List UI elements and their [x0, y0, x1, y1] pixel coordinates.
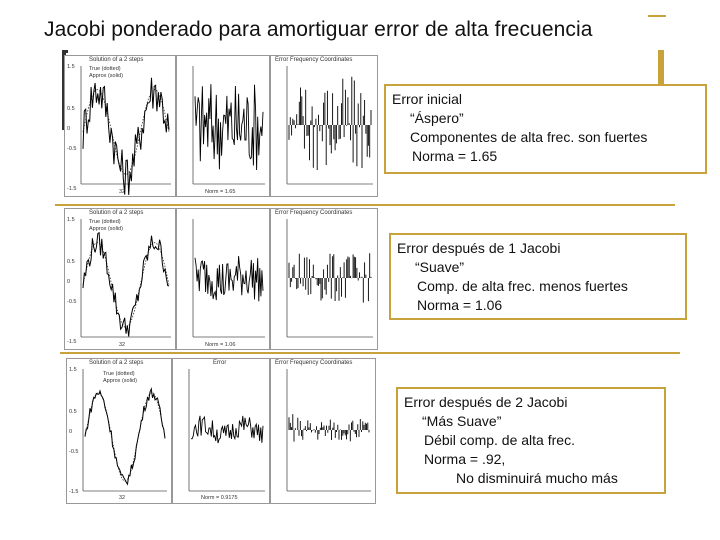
legend-approx: Approx (solid)	[103, 378, 137, 384]
error-plot-3	[172, 358, 270, 504]
norm-label: Norm = 1.65	[205, 189, 236, 195]
y-tick: 1.5	[67, 64, 75, 70]
y-tick: -1.5	[67, 339, 77, 345]
frequency-plot-canvas	[271, 359, 375, 503]
x-tick: 32	[119, 495, 126, 501]
title-accent-bar	[648, 15, 666, 17]
plot-axes	[81, 219, 171, 337]
row-separator-2	[60, 352, 680, 354]
note-line: Norma = 1.06	[417, 297, 503, 313]
error-plot-canvas	[177, 209, 269, 349]
x-tick: 32	[119, 342, 126, 348]
y-tick: -0.5	[67, 146, 77, 152]
y-tick: 0	[67, 279, 71, 285]
note-line: Norma = 1.65	[412, 148, 498, 164]
error-plot-title: Error	[213, 360, 227, 366]
frequency-spikes	[289, 414, 369, 442]
frequency-plot-3	[270, 358, 376, 504]
error-plot-canvas	[173, 359, 269, 503]
approx-solution-curve	[83, 233, 169, 337]
note-box-3	[396, 387, 666, 494]
legend-true: True (dotted)	[103, 371, 135, 377]
frequency-plot-1	[270, 55, 378, 197]
legend-true: True (dotted)	[89, 66, 121, 72]
frequency-spikes	[289, 253, 371, 302]
right-accent-decoration	[658, 50, 664, 88]
y-tick: 0	[67, 126, 71, 132]
note-line: No disminuirá mucho más	[456, 470, 618, 486]
y-tick: -1.5	[69, 489, 79, 495]
note-line: Débil comp. de alta frec.	[424, 432, 575, 448]
solution-plot-title: Solution of a 2 steps	[89, 210, 144, 216]
y-tick: -0.5	[67, 299, 77, 305]
frequency-plot-title: Error Frequency Coordinates	[275, 57, 353, 63]
frequency-plot-title: Error Frequency Coordinates	[275, 210, 353, 216]
y-tick: 1.5	[67, 217, 75, 223]
error-curve	[195, 84, 263, 170]
error-curve	[195, 256, 263, 301]
error-plot-2	[176, 208, 270, 350]
note-line: “Áspero”	[410, 110, 464, 126]
approx-solution-curve	[85, 389, 165, 484]
error-curve	[191, 416, 263, 443]
solution-plot-title: Solution of a 2 steps	[89, 360, 144, 366]
solution-plot-2	[64, 208, 176, 350]
note-box-1	[384, 84, 707, 174]
true-solution-curve	[85, 393, 165, 481]
legend-approx: Approx (solid)	[89, 73, 123, 79]
y-tick: -1.5	[67, 186, 77, 192]
x-tick: 32	[119, 189, 126, 195]
frequency-plot-title: Error Frequency Coordinates	[275, 360, 353, 366]
note-line: “Suave”	[415, 259, 465, 275]
note-line: Error después de 1 Jacobi	[397, 240, 561, 256]
solution-plot-3	[66, 358, 172, 504]
plot-axes	[83, 369, 167, 491]
legend-approx: Approx (solid)	[89, 226, 123, 232]
solution-plot-title: Solution of a 2 steps	[89, 57, 144, 63]
error-plot-1	[176, 55, 270, 197]
legend-true: True (dotted)	[89, 219, 121, 225]
note-line: “Más Suave”	[422, 413, 502, 429]
solution-plot-1	[64, 55, 176, 197]
y-tick: 0.5	[67, 106, 75, 112]
note-line: Error inicial	[392, 91, 463, 107]
slide-title: Jacobi ponderado para amortiguar error de alta frecuencia	[44, 18, 593, 41]
true-solution-curve	[83, 243, 169, 328]
note-line: Comp. de alta frec. menos fuertes	[417, 278, 628, 294]
frequency-plot-canvas	[271, 56, 377, 196]
frequency-spikes	[289, 77, 371, 170]
note-box-2	[389, 233, 687, 320]
norm-label: Norm = 1.06	[205, 342, 236, 348]
note-line: Error después de 2 Jacobi	[404, 394, 568, 410]
note-line: Componentes de alta frec. son fuertes	[410, 129, 648, 145]
y-tick: 0	[69, 429, 73, 435]
approx-solution-curve	[83, 78, 169, 195]
note-line: Norma = .92,	[424, 451, 506, 467]
y-tick: 1.5	[69, 367, 77, 373]
y-tick: 0.5	[69, 409, 77, 415]
frequency-plot-2	[270, 208, 378, 350]
frequency-plot-canvas	[271, 209, 377, 349]
y-tick: 0.5	[67, 259, 75, 265]
norm-label: Norm = 0.9175	[201, 495, 238, 501]
error-plot-canvas	[177, 56, 269, 196]
row-separator-1	[55, 204, 675, 206]
y-tick: -0.5	[69, 449, 79, 455]
